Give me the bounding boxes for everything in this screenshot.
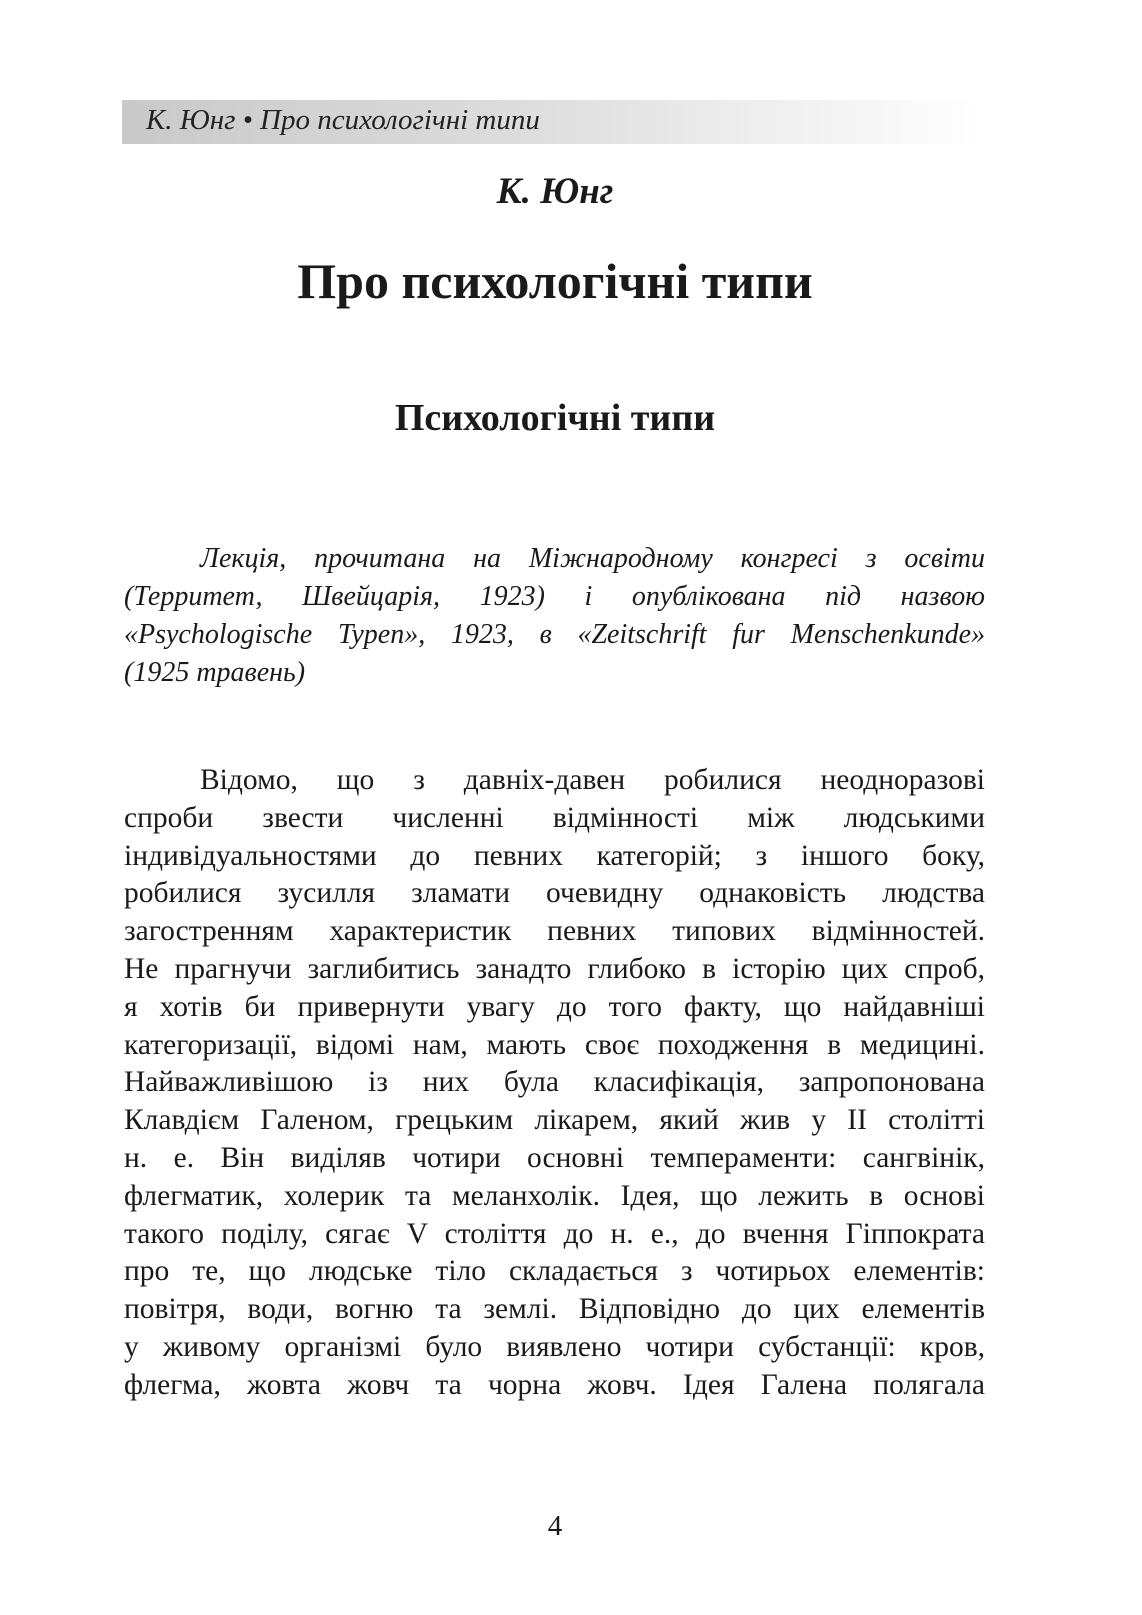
running-header-text: К. Юнг • Про психологічні типи (146, 104, 540, 136)
body-line: індивідуальностями до певних категорій; з іншого боку, (124, 839, 985, 872)
body-line: у живому організмі було виявлено чотири субстанції: кров, (124, 1330, 985, 1363)
running-header (122, 100, 985, 144)
body-line: Відомо, що з давніх-давен робилися неодноразові (200, 764, 985, 796)
body-line: загостренням характеристик певних типових відмінностей. (124, 915, 985, 948)
body-line: повітря, води, вогню та землі. Відповідно до цих елементів (124, 1293, 985, 1326)
epigraph-line: (Территет, Швейцарія, 1923) і опублікована під назвою (124, 581, 985, 612)
page-number: 4 (547, 1510, 563, 1542)
body-line: я хотів би привернути увагу до того факту, що найдавніші (124, 990, 985, 1023)
body-line: спроби звести численні відмінності між людськими (124, 801, 985, 834)
body-line: Найважливішою із них була класифікація, запропонована (124, 1066, 985, 1099)
body-line: робилися зусилля зламати очевидну однаковість людства (124, 877, 985, 910)
epigraph-line: (1925 травень) (124, 657, 306, 688)
epigraph-line: Лекція, прочитана на Міжнародному конгресі з освіти (200, 543, 985, 574)
body-line: такого поділу, сягає V століття до н. е., до вчення Гіппократа (124, 1217, 985, 1250)
section-heading: Психологічні типи (394, 397, 716, 439)
epigraph (124, 540, 985, 692)
author-name: К. Юнг (496, 171, 614, 212)
body-line: Не прагнучи заглибитись занадто глибоко в історію цих спроб, (124, 952, 985, 985)
body-line: флегма, жовта жовч та чорна жовч. Ідея Галена полягала (124, 1368, 985, 1401)
epigraph-line: «Psychologische Typen», 1923, в «Zeitschrift fur Menschenkunde» (124, 619, 985, 650)
body-line: категоризації, відомі нам, мають своє походження в медицині. (124, 1028, 985, 1061)
body-line: про те, що людське тіло складається з чотирьох елементів: (124, 1255, 985, 1288)
body-line: флегматик, холерик та меланхолік. Ідея, що лежить в основі (124, 1179, 985, 1212)
body-line: н. е. Він виділяв чотири основні темпераменти: сангвінік, (124, 1141, 985, 1174)
body-text (124, 762, 985, 1405)
body-line: Клавдієм Галеном, грецьким лікарем, який жив у II столітті (124, 1104, 985, 1137)
page-title: Про психологічні типи (297, 253, 813, 309)
